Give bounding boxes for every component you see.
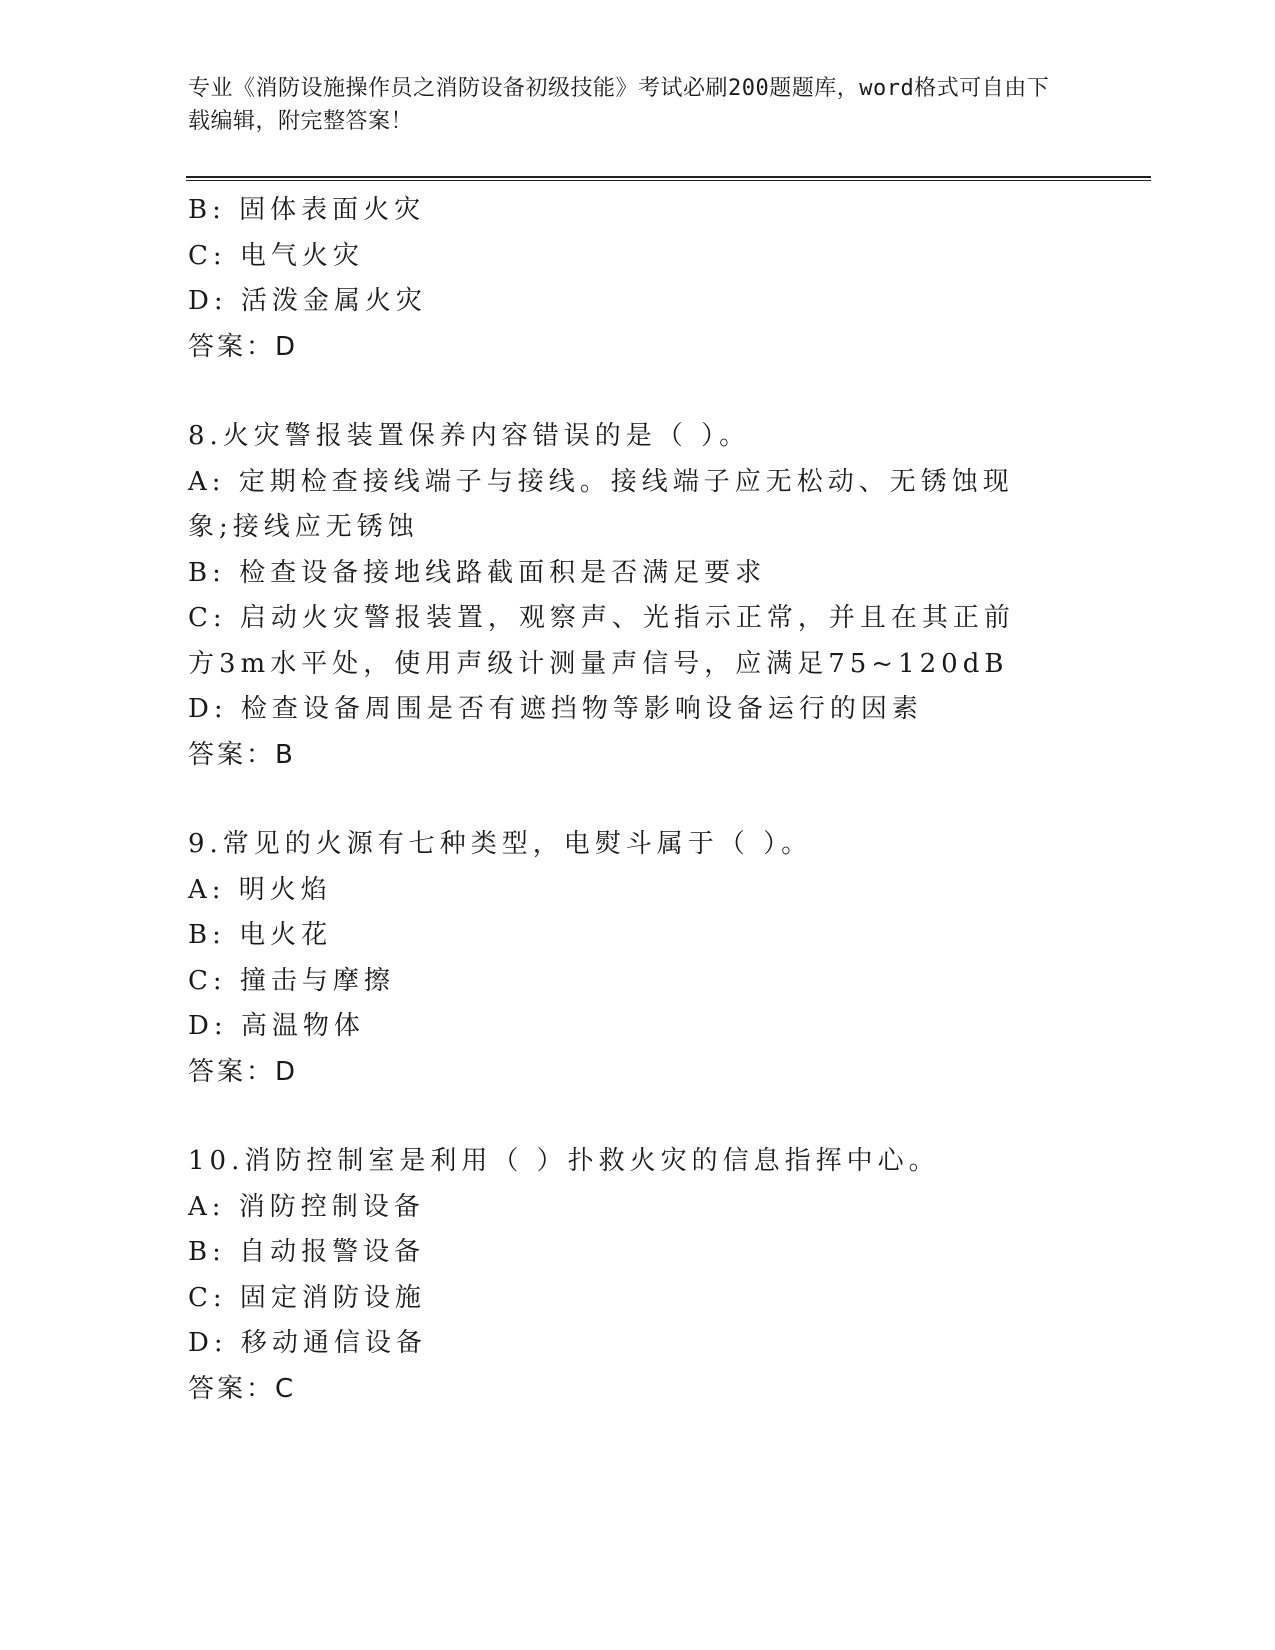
option-c: C: 电气火灾 <box>188 240 364 271</box>
option-c: C: 撞击与摩擦 <box>188 965 395 996</box>
option-d: D: 移动通信设备 <box>188 1328 427 1358</box>
answer: 答案：D <box>188 331 299 362</box>
question-text: 10.消防控制室是利用（ ）扑救火灾的信息指挥中心。 <box>188 1146 940 1176</box>
option-a: A: 明火焰 <box>188 874 332 905</box>
option-a: A: 消防控制设备 <box>188 1191 425 1222</box>
question-text: 8.火灾警报装置保养内容错误的是（ ）。 <box>188 421 751 451</box>
option-b: B: 检查设备接地线路截面积是否满足要求 <box>188 557 767 588</box>
question-9-block <box>188 822 1088 1095</box>
spacer <box>188 778 1088 822</box>
option-d: D: 活泼金属火灾 <box>188 286 427 316</box>
header-divider <box>186 176 1151 181</box>
answer: 答案：B <box>188 739 296 770</box>
option-d: D: 检查设备周围是否有遮挡物等影响设备运行的因素 <box>188 694 923 724</box>
option-b: B: 自动报警设备 <box>188 1237 426 1267</box>
page-header: 专业《消防设施操作员之消防设备初级技能》考试必刷200题题库，word格式可自由下载编辑，附完整答案！ <box>188 76 1050 134</box>
option-a: A: 定期检查接线端子与接线。接线端子应无松动、无锈蚀现象;接线应无锈蚀 <box>188 466 1014 542</box>
question-text: 9.常见的火源有七种类型，电熨斗属于（ ）。 <box>188 829 813 859</box>
question-8-block <box>188 414 1088 778</box>
option-d: D: 高温物体 <box>188 1011 365 1041</box>
option-c: C: 启动火灾警报装置，观察声、光指示正常，并且在其正前方3m水平处，使用声级计测量声信号，应满足75~120dB <box>188 603 1015 679</box>
spacer <box>188 1095 1088 1139</box>
option-b: B: 固体表面火灾 <box>188 195 426 225</box>
question-content <box>188 188 1088 1412</box>
option-c: C: 固定消防设施 <box>188 1282 426 1313</box>
question-10-block <box>188 1139 1088 1412</box>
answer: 答案：D <box>188 1056 299 1087</box>
answer: 答案：C <box>188 1373 297 1404</box>
spacer <box>188 370 1088 414</box>
option-b: B: 电火花 <box>188 920 333 950</box>
question-7-block <box>188 188 1088 370</box>
